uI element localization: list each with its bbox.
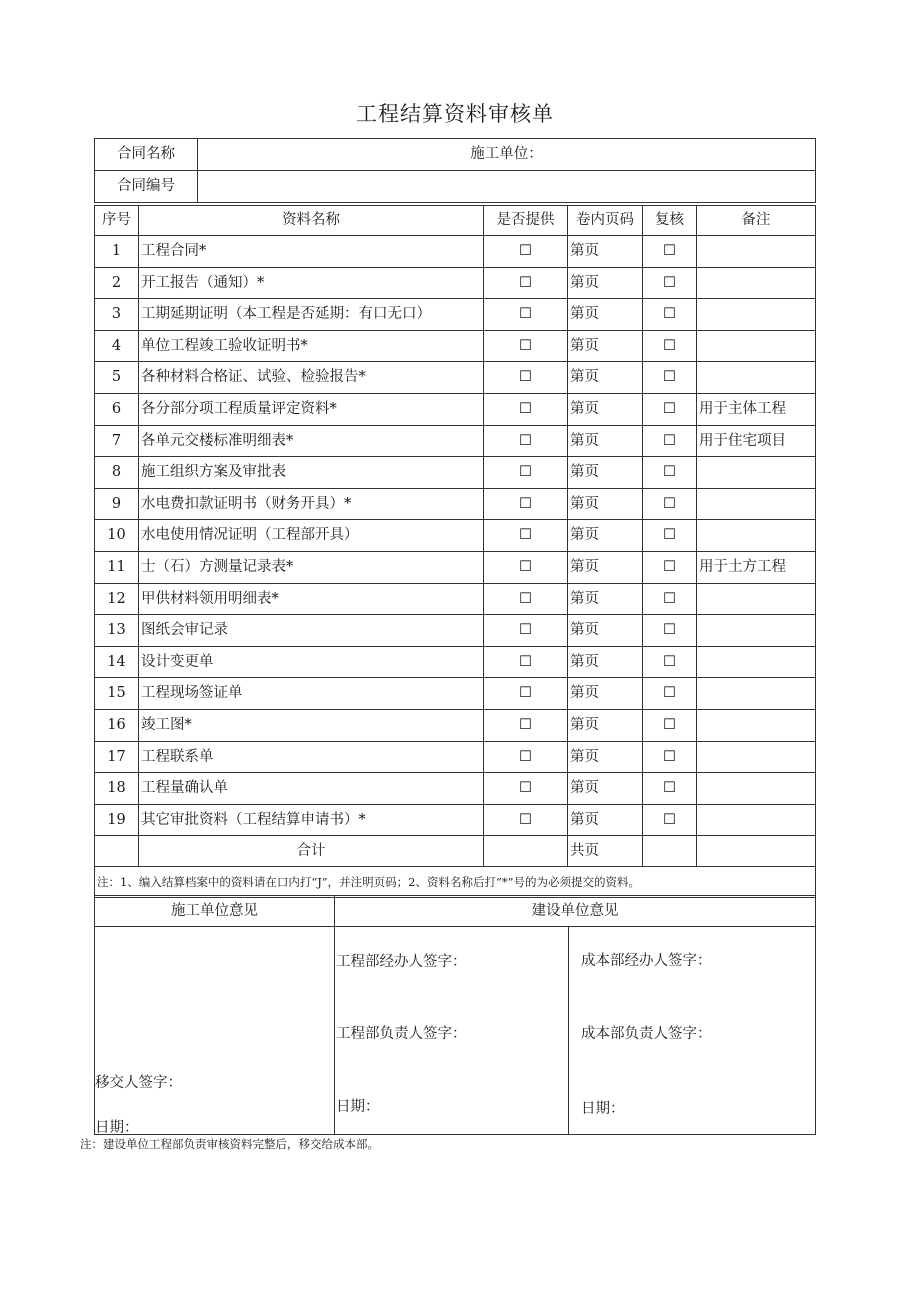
provided-checkbox[interactable]: ☐ [484, 615, 568, 647]
provided-checkbox[interactable]: ☐ [484, 362, 568, 394]
row-number: 18 [95, 773, 139, 805]
row-remark: 用于土方工程 [697, 551, 816, 583]
row-remark [697, 488, 816, 520]
row-page-number[interactable]: 第页 [568, 330, 643, 362]
row-remark: 用于主体工程 [697, 393, 816, 425]
eng-handler-signature-label: 工程部经办人签字： [336, 954, 467, 970]
row-material-name: 图纸会审记录 [139, 615, 484, 647]
review-checkbox[interactable]: ☐ [643, 709, 697, 741]
col-header-page: 卷内页码 [568, 206, 643, 236]
total-pages[interactable]: 共页 [568, 836, 643, 867]
review-checkbox[interactable]: ☐ [643, 362, 697, 394]
review-checkbox[interactable]: ☐ [643, 425, 697, 457]
col-header-review: 复核 [643, 206, 697, 236]
row-page-number[interactable]: 第页 [568, 804, 643, 836]
col-header-provided: 是否提供 [484, 206, 568, 236]
provided-checkbox[interactable]: ☐ [484, 646, 568, 678]
review-checkbox[interactable]: ☐ [643, 457, 697, 489]
row-page-number[interactable]: 第页 [568, 583, 643, 615]
row-page-number[interactable]: 第页 [568, 678, 643, 710]
contract-header-table [94, 138, 816, 203]
table-row [95, 678, 816, 710]
row-material-name: 水电使用情况证明（工程部开具） [139, 520, 484, 552]
table-row [95, 425, 816, 457]
row-remark [697, 267, 816, 299]
table-row [95, 330, 816, 362]
row-remark: 用于住宅项目 [697, 425, 816, 457]
table-row [95, 236, 816, 268]
row-number: 1 [95, 236, 139, 268]
row-number: 11 [95, 551, 139, 583]
row-number: 6 [95, 393, 139, 425]
review-checkbox[interactable]: ☐ [643, 330, 697, 362]
row-material-name: 水电费扣款证明书（财务开具）* [139, 488, 484, 520]
row-remark [697, 236, 816, 268]
review-checkbox[interactable]: ☐ [643, 804, 697, 836]
total-remark-blank [697, 836, 816, 867]
review-checkbox[interactable]: ☐ [643, 615, 697, 647]
provided-checkbox[interactable]: ☐ [484, 583, 568, 615]
instruction-note: 注：1、编入结算档案中的资料请在口内打“J”，并注明页码；2、资料名称后打“*”号的为必须提交的资料。 [95, 867, 816, 898]
row-number: 8 [95, 457, 139, 489]
row-remark [697, 646, 816, 678]
row-number: 4 [95, 330, 139, 362]
total-label: 合计 [139, 836, 484, 867]
row-number: 15 [95, 678, 139, 710]
row-page-number[interactable]: 第页 [568, 741, 643, 773]
review-checkbox[interactable]: ☐ [643, 741, 697, 773]
row-material-name: 工程量确认单 [139, 773, 484, 805]
table-row [95, 267, 816, 299]
provided-checkbox[interactable]: ☐ [484, 299, 568, 331]
row-material-name: 设计变更单 [139, 646, 484, 678]
col-header-name: 资料名称 [139, 206, 484, 236]
table-row [95, 299, 816, 331]
row-page-number[interactable]: 第页 [568, 425, 643, 457]
row-remark [697, 330, 816, 362]
row-page-number[interactable]: 第页 [568, 299, 643, 331]
col-header-no: 序号 [95, 206, 139, 236]
owner-opinion-header: 建设单位意见 [335, 896, 816, 927]
table-row [95, 583, 816, 615]
row-page-number[interactable]: 第页 [568, 520, 643, 552]
provided-checkbox[interactable]: ☐ [484, 393, 568, 425]
review-checkbox[interactable]: ☐ [643, 488, 697, 520]
column-header-row [95, 206, 816, 236]
eng-head-signature-label: 工程部负责人签字： [336, 1026, 467, 1042]
row-number: 14 [95, 646, 139, 678]
row-remark [697, 773, 816, 805]
contractor-opinion-area[interactable] [95, 927, 335, 1135]
total-row [95, 836, 816, 867]
review-checkbox[interactable]: ☐ [643, 583, 697, 615]
review-checkbox[interactable]: ☐ [643, 267, 697, 299]
row-material-name: 工程合同* [139, 236, 484, 268]
row-page-number[interactable]: 第页 [568, 393, 643, 425]
row-remark [697, 457, 816, 489]
row-page-number[interactable]: 第页 [568, 267, 643, 299]
contract-no-value[interactable] [198, 171, 816, 203]
table-row [95, 615, 816, 647]
contract-name-label: 合同名称 [95, 139, 198, 171]
table-row [95, 362, 816, 394]
row-remark [697, 709, 816, 741]
row-number: 13 [95, 615, 139, 647]
row-material-name: 各单元交楼标准明细表* [139, 425, 484, 457]
provided-checkbox[interactable]: ☐ [484, 773, 568, 805]
row-number: 3 [95, 299, 139, 331]
total-provided-blank [484, 836, 568, 867]
table-row [95, 709, 816, 741]
row-number: 10 [95, 520, 139, 552]
provided-checkbox[interactable]: ☐ [484, 741, 568, 773]
col-header-remark: 备注 [697, 206, 816, 236]
handover-signature-label: 移交人签字： [95, 1075, 182, 1091]
review-checkbox[interactable]: ☐ [643, 393, 697, 425]
review-checkbox[interactable]: ☐ [643, 520, 697, 552]
provided-checkbox[interactable]: ☐ [484, 236, 568, 268]
row-remark [697, 678, 816, 710]
row-number: 7 [95, 425, 139, 457]
row-material-name: 其它审批资料（工程结算申请书）* [139, 804, 484, 836]
row-number: 19 [95, 804, 139, 836]
row-remark [697, 804, 816, 836]
row-page-number[interactable]: 第页 [568, 773, 643, 805]
table-row [95, 551, 816, 583]
review-checkbox[interactable]: ☐ [643, 773, 697, 805]
contractor-date-label: 日期： [95, 1120, 139, 1136]
row-material-name: 工期延期证明（本工程是否延期：有口无口） [139, 299, 484, 331]
review-checkbox[interactable]: ☐ [643, 299, 697, 331]
review-checkbox[interactable]: ☐ [643, 678, 697, 710]
row-remark [697, 615, 816, 647]
row-page-number[interactable]: 第页 [568, 488, 643, 520]
review-checkbox[interactable]: ☐ [643, 646, 697, 678]
contractor-opinion-header: 施工单位意见 [95, 896, 335, 927]
row-material-name: 工程联系单 [139, 741, 484, 773]
cost-date-label: 日期： [581, 1101, 625, 1117]
row-page-number[interactable]: 第页 [568, 646, 643, 678]
row-material-name: 竣工图* [139, 709, 484, 741]
row-number: 12 [95, 583, 139, 615]
contract-no-label: 合同编号 [95, 171, 198, 203]
row-material-name: 各分部分项工程质量评定资料* [139, 393, 484, 425]
row-remark [697, 362, 816, 394]
row-page-number[interactable]: 第页 [568, 709, 643, 741]
row-material-name: 甲供材料领用明细表* [139, 583, 484, 615]
table-row [95, 393, 816, 425]
materials-table [94, 205, 816, 898]
provided-checkbox[interactable]: ☐ [484, 520, 568, 552]
owner-opinion-divider [568, 927, 569, 1134]
eng-date-label: 日期： [336, 1099, 380, 1115]
contractor-label: 施工单位： [198, 139, 816, 171]
row-page-number[interactable]: 第页 [568, 236, 643, 268]
row-number: 17 [95, 741, 139, 773]
provided-checkbox[interactable]: ☐ [484, 330, 568, 362]
row-material-name: 各种材料合格证、试验、检验报告* [139, 362, 484, 394]
row-page-number[interactable]: 第页 [568, 551, 643, 583]
row-number: 9 [95, 488, 139, 520]
total-review-blank [643, 836, 697, 867]
row-remark [697, 741, 816, 773]
cost-handler-signature-label: 成本部经办人签字： [581, 953, 712, 969]
page-title: 工程结算资料审核单 [356, 102, 554, 126]
cost-head-signature-label: 成本部负责人签字： [581, 1026, 712, 1042]
provided-checkbox[interactable]: ☐ [484, 709, 568, 741]
row-page-number[interactable]: 第页 [568, 362, 643, 394]
table-row [95, 804, 816, 836]
table-row [95, 488, 816, 520]
provided-checkbox[interactable]: ☐ [484, 457, 568, 489]
provided-checkbox[interactable]: ☐ [484, 267, 568, 299]
table-row [95, 741, 816, 773]
opinions-table [94, 895, 816, 1135]
table-row [95, 773, 816, 805]
review-checkbox[interactable]: ☐ [643, 236, 697, 268]
row-number: 5 [95, 362, 139, 394]
row-material-name: 工程现场签证单 [139, 678, 484, 710]
note-row [95, 867, 816, 898]
row-material-name: 开工报告（通知）* [139, 267, 484, 299]
footer-note: 注：建设单位工程部负责审核资料完整后，移交给成本部。 [80, 1137, 379, 1151]
row-page-number[interactable]: 第页 [568, 615, 643, 647]
table-row [95, 457, 816, 489]
total-blank [95, 836, 139, 867]
row-material-name: 单位工程竣工验收证明书* [139, 330, 484, 362]
provided-checkbox[interactable]: ☐ [484, 488, 568, 520]
review-checkbox[interactable]: ☐ [643, 551, 697, 583]
provided-checkbox[interactable]: ☐ [484, 678, 568, 710]
row-remark [697, 583, 816, 615]
table-row [95, 646, 816, 678]
provided-checkbox[interactable]: ☐ [484, 551, 568, 583]
row-material-name: 士（石）方测量记录表* [139, 551, 484, 583]
provided-checkbox[interactable]: ☐ [484, 425, 568, 457]
row-number: 16 [95, 709, 139, 741]
table-row [95, 520, 816, 552]
row-remark [697, 299, 816, 331]
row-remark [697, 520, 816, 552]
row-number: 2 [95, 267, 139, 299]
provided-checkbox[interactable]: ☐ [484, 804, 568, 836]
row-page-number[interactable]: 第页 [568, 457, 643, 489]
row-material-name: 施工组织方案及审批表 [139, 457, 484, 489]
